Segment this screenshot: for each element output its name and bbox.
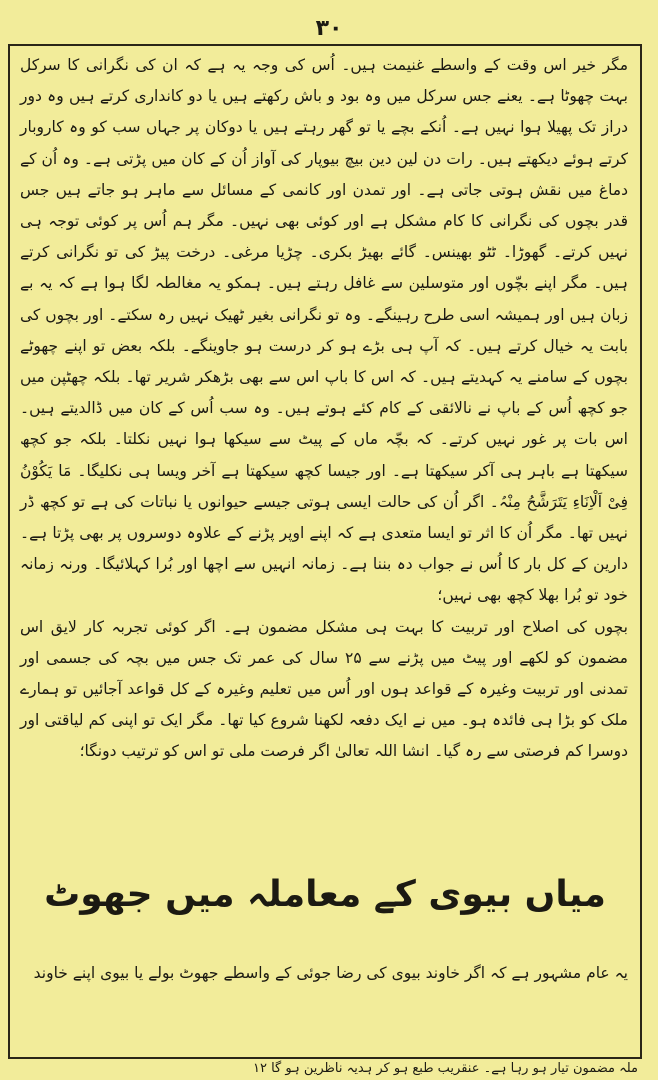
page-frame — [8, 44, 642, 1059]
page-number: ۳۰ — [315, 16, 343, 41]
paragraph: بچوں کی اصلاح اور تربیت کا بہت ہی مشکل مضمون ہے۔ اگر کوئی تجربہ کار لایق اس مضمون کو لکھے اور پیٹ میں پڑنے سے ۲۵ سال کی عمر تک جس میں بچہ کی جسمی اور تمدنی اور تربیت وغیرہ کے قواعد ہوں اور اُس میں تعلیم وغیرہ کے کل قواعد آجائیں تو ہمارے ملک کو بڑا ہی فائدہ ہو۔ میں نے ایک دفعہ لکھنا شروع کیا تھا۔ مگر ایک تو اپنی کم لیاقتی اور دوسرا کم فرصتی سے رہ گیا۔ انشا اللہ تعالیٰ اگر فرصت ملی تو اس کو ترتیب دونگا؛ — [20, 617, 628, 761]
paragraph: مگر خیر اس وقت کے واسطے غنیمت ہیں۔ اُس کی وجہ یہ ہے کہ ان کی نگرانی کا سرکل بہت چھوٹا ہے۔ یعنے جس سرکل میں وہ بود و باش رکھتے ہیں یا دو کانداری کرتے ہیں وہ دور دراز تک پھیلا ہوا نہیں ہے۔ اُنکے بچے یا تو گھر رہتے ہیں یا دوکان پر جہاں سب کو وہ کاروبار کرتے ہوئے دیکھتے ہیں۔ رات دن لین دین بیچ بیوپار کی آواز اُن کے کان میں پڑتی ہے۔ وہ اُن کے دماغ میں نقش ہوتی جاتی ہے۔ اور تمدن اور کانمی کے مسائل سے ماہر ہو جاتے ہیں جس قدر بچوں کی نگرانی کا کام مشکل ہے اور کوئی بھی نہیں۔ مگر ہم اُس پر کوئی توجہ ہی نہیں کرتے۔ گھوڑا۔ ٹٹو بھینس۔ گائے بھیڑ بکری۔ چڑیا مرغی۔ درخت پیڑ کی تو نگرانی کرتے ہیں۔ مگر اپنے بچّوں اور متوسلین سے غافل رہتے ہیں۔ ہمکو یہ مغالطہ لگا ہوا ہے کہ یہ بے زبان ہیں اور ہمیشہ اسی طرح رہینگے۔ وہ تو نگرانی بغیر ٹھیک نہیں رہ سکتے۔ اور بچوں کی بابت یہ خیال کرتے ہیں۔ کہ آپ ہی بڑے ہو کر درست ہو جاوینگے۔ بلکہ بعض تو اپنے چھوٹے بچوں کے سامنے یہ کہدیتے ہیں۔ کہ اس کا باپ اس سے بھی بڑھکر شریر تھا۔ بلکہ چھٹپن میں جو کچھ اُس کے باپ نے نالائقی کے کام کئے ہوتے ہیں۔ وہ سب اُس کے کان میں ڈالدیتے ہیں۔ اس بات پر غور نہیں کرتے۔ کہ بچّہ ماں کے پیٹ سے سیکھا ہوا نہیں نکلتا۔ بلکہ جو کچھ سیکھتا ہے باہر ہی آکر سیکھتا ہے۔ اور جیسا کچھ سیکھتا ہے آخر ویسا ہی نکلیگا۔ مَا یَکُوْنُ فِیْ اَلْاِنَاءِ یَتَرَشَّحُ مِنْہُ۔ اگر اُن کی حالت ایسی ہوتی جیسے حیوانوں یا نباتات کی ہے تو کچھ ڈر نہیں تھا۔ مگر اُن کا اثر تو ایسا متعدی ہے کہ اپنے اوپر پڑنے کے علاوہ دوسروں پر بھی پڑتا ہے۔ دارین کے کل بار کا اُس نے جواب دہ بننا ہے۔ زمانہ انہیں سے اچھا اور بُرا کہلائیگا۔ ورنہ زمانہ خود تو بُرا بھلا کچھ بھی نہیں؛ — [20, 56, 628, 605]
body-text — [20, 50, 628, 768]
section-heading: میاں بیوی کے معاملہ میں جھوٹ — [44, 874, 606, 915]
closing-text: یہ عام مشہور ہے کہ اگر خاوند بیوی کی رضا جوئی کے واسطے جھوٹ بولے یا بیوی اپنے خاوند — [33, 964, 628, 982]
footnote: ملہ مضمون تیار ہو رہا ہے۔ عنقریب طبع ہو کر ہدیہ ناظرین ہو گا ۱۲ — [252, 1061, 638, 1076]
